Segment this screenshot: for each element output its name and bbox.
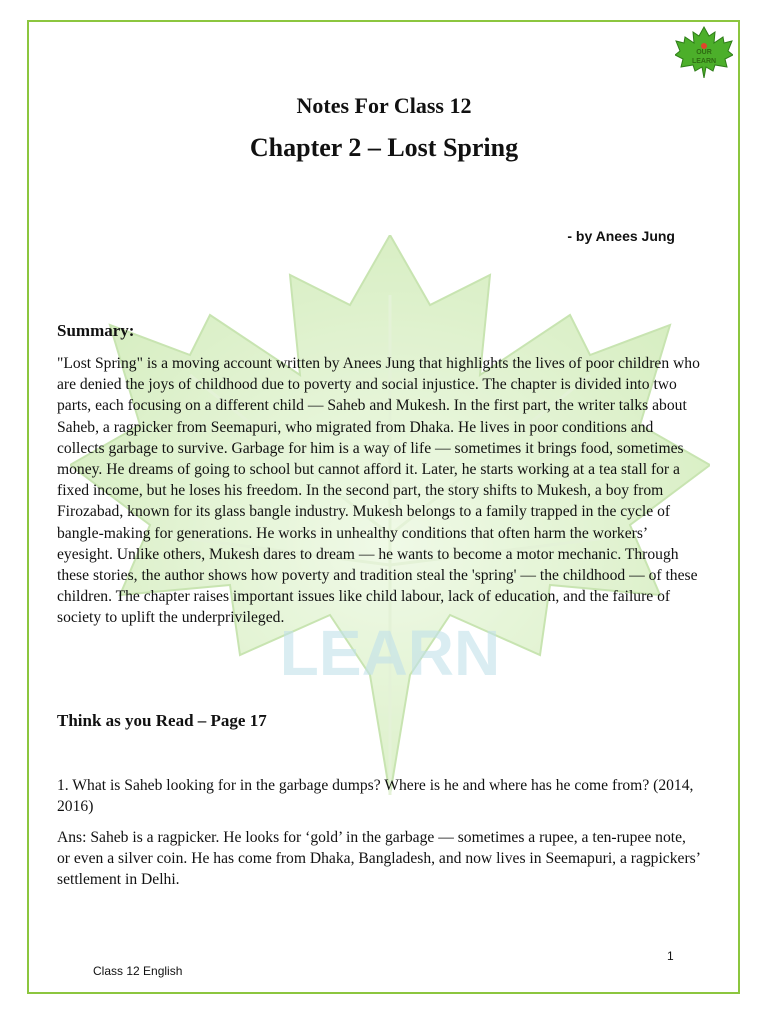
chapter-title: Chapter 2 – Lost Spring bbox=[249, 133, 519, 162]
page-number: 1 bbox=[667, 949, 674, 963]
question-block bbox=[57, 775, 702, 817]
think-heading: Think as you Read – Page 17 bbox=[57, 711, 267, 730]
footer-label: Class 12 English bbox=[93, 964, 183, 978]
author-line: - by Anees Jung bbox=[567, 228, 675, 244]
summary-heading: Summary: bbox=[57, 321, 135, 340]
summary-paragraph bbox=[57, 353, 702, 629]
logo-text-top: OUR bbox=[696, 49, 712, 56]
summary-text: "Lost Spring" is a moving account written by Anees Jung that highlights the lives of poor children who are denied the joys of childhood due to poverty and social injustice. The chapter is divided into two parts, each focusing on a different child — Saheb and Mukesh. In the first part, the writer talks about Saheb, a ragpicker from Seemapuri, who migrated from Dhaka. He lives in poor conditions and collects garbage to survive. Garbage for him is a way of life — sometimes it brings food, sometimes money. He dreams of going to school but cannot afford it. Later, he starts working at a tea stall for a fixed income, but he loses his freedom. In the second part, the story shifts to Mukesh, a boy from Firozabad, known for its glass bangle industry. Mukesh belongs to a family trapped in the cycle of bangle-making for generations. He works in unhealthy conditions that often harm the workers’ eyesight. Unlike others, Mukesh dares to dream — he wants to become a motor mechanic. Through these stories, the author shows how poverty and tradition steal the 'spring' — the childhood — of these children. The chapter raises important issues like child labour, lack of education, and the failure of society to uplift the underprivileged. bbox=[57, 355, 700, 627]
logo bbox=[675, 26, 733, 78]
answer-text: Ans: Saheb is a ragpicker. He looks for ‘gold’ in the garbage — sometimes a rupee, a ten-rupee note, or even a silver coin. He has come from Dhaka, Bangladesh, and now lives in Seemapuri, a ragpickers’ settlement in Delhi. bbox=[57, 829, 700, 889]
answer-block bbox=[57, 827, 702, 891]
logo-text-bottom: LEARN bbox=[691, 58, 717, 65]
page-title: Notes For Class 12 bbox=[296, 93, 472, 118]
svg-text:LEARN: LEARN bbox=[279, 617, 501, 689]
question-text: 1. What is Saheb looking for in the garbage dumps? Where is he and where has he come from? (2014, 2016) bbox=[57, 777, 694, 816]
